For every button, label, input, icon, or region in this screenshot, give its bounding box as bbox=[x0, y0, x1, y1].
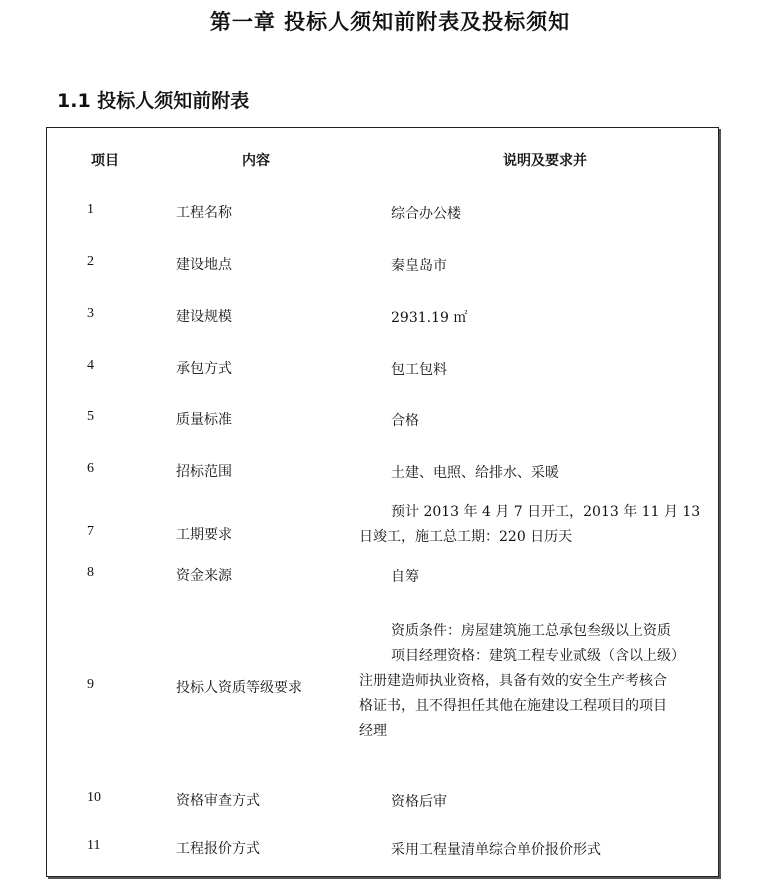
section-title: 1.1 投标人须知前附表 bbox=[57, 90, 250, 112]
header-item-no: 项目 bbox=[91, 153, 119, 169]
row-number: 2 bbox=[87, 254, 94, 269]
row-content bbox=[359, 500, 715, 550]
row-content: 2931.19 ㎡ bbox=[391, 310, 468, 326]
row-content: 包工包料 bbox=[391, 362, 447, 378]
row-item: 资金来源 bbox=[176, 568, 232, 584]
content-line: 经理 bbox=[359, 723, 387, 739]
row-number: 8 bbox=[87, 565, 94, 580]
content-line: 注册建造师执业资格，具备有效的安全生产考核合 bbox=[359, 673, 667, 689]
row-number: 4 bbox=[87, 358, 94, 373]
row-item: 承包方式 bbox=[176, 361, 232, 377]
chapter-title: 第一章 投标人须知前附表及投标须知 bbox=[209, 10, 571, 34]
row-number: 5 bbox=[87, 409, 94, 424]
row-number: 11 bbox=[87, 838, 101, 853]
row-number: 10 bbox=[87, 790, 101, 805]
row-content: 综合办公楼 bbox=[391, 206, 461, 222]
content-line: 格证书，且不得担任其他在施建设工程项目的项目 bbox=[359, 698, 667, 714]
row-item: 工程名称 bbox=[176, 205, 232, 221]
row-content: 合格 bbox=[391, 413, 419, 429]
row-number: 3 bbox=[87, 306, 94, 321]
row-content: 秦皇岛市 bbox=[391, 258, 447, 274]
row-content bbox=[359, 619, 715, 744]
row-number: 7 bbox=[87, 524, 94, 539]
row-item: 招标范围 bbox=[176, 464, 232, 480]
row-content: 土建、电照、给排水、采暖 bbox=[391, 465, 559, 481]
content-line: 日竣工，施工总工期：220 日历天 bbox=[359, 529, 573, 545]
header-description: 说明及要求并 bbox=[503, 153, 587, 169]
content-line: 预计 2013 年 4 月 7 日开工，2013 年 11 月 13 bbox=[391, 504, 701, 520]
row-number: 9 bbox=[87, 677, 94, 692]
header-content: 内容 bbox=[242, 153, 270, 169]
row-item: 资格审查方式 bbox=[176, 793, 260, 809]
row-item: 建设规模 bbox=[176, 309, 232, 325]
row-item: 工程报价方式 bbox=[176, 841, 260, 857]
content-line: 资质条件：房屋建筑施工总承包叁级以上资质 bbox=[391, 623, 671, 639]
row-content: 自筹 bbox=[391, 569, 419, 585]
content-line: 项目经理资格：建筑工程专业贰级（含以上级） bbox=[391, 648, 685, 664]
row-item: 工期要求 bbox=[176, 527, 232, 543]
row-number: 6 bbox=[87, 461, 94, 476]
row-item: 质量标准 bbox=[176, 412, 232, 428]
row-item: 建设地点 bbox=[176, 257, 232, 273]
row-number: 1 bbox=[87, 202, 94, 217]
row-item: 投标人资质等级要求 bbox=[176, 680, 302, 696]
row-content: 采用工程量清单综合单价报价形式 bbox=[391, 842, 601, 858]
row-content: 资格后审 bbox=[391, 794, 447, 810]
info-table bbox=[46, 127, 719, 877]
